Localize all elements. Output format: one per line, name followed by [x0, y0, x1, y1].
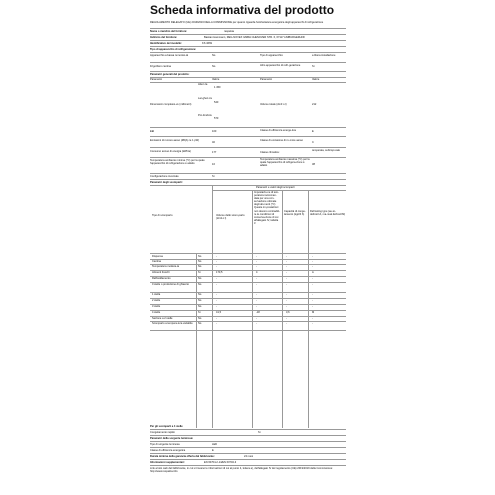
- type-row-2-label: Frigorifero cantina: [150, 65, 171, 68]
- comp-defrost: -: [312, 292, 313, 296]
- annual-energy-value: 177: [212, 151, 217, 154]
- model-label: Identificativo del modello:: [150, 42, 182, 45]
- comp-type: Sezione a 2 stelle: [152, 316, 173, 320]
- volume-label: Volume totale (dm3 o l): [260, 103, 287, 106]
- comp-volume: -: [216, 321, 217, 325]
- dimension-height-label: Altez-za: [198, 83, 208, 86]
- comp-present: No: [198, 316, 202, 320]
- compartments-section-title: Parametri degli scomparti:: [150, 181, 183, 184]
- dimension-width-label: Lar-ghez-za: [198, 97, 212, 100]
- min-temp-value: 16: [212, 163, 215, 166]
- comp-volume: -: [216, 276, 217, 280]
- comp-present: No: [198, 292, 202, 296]
- light-type-label: Tipo di sorgente luminosa: [150, 443, 180, 446]
- comp-volume: -: [216, 316, 217, 320]
- light-section-title: Parametri della sorgente luminosa:: [150, 437, 194, 440]
- comp-present: No: [198, 321, 202, 325]
- quick-freeze-value: Sì: [258, 431, 261, 434]
- comp-type: 1 stella: [152, 292, 161, 296]
- table-row-divider: [150, 330, 346, 331]
- winter-config-value: Sì: [212, 175, 215, 178]
- address-label: Indirizzo del fornitore:: [150, 36, 178, 39]
- comp-present: No: [198, 282, 202, 286]
- comp-freeze: -: [286, 316, 287, 320]
- comp-defrost: -: [312, 298, 313, 302]
- energy-class-label: Classe di efficienza energe-tica: [260, 129, 296, 132]
- comp-present: No: [198, 264, 202, 268]
- comp-type: Raffreddamento: [152, 276, 171, 280]
- comp-freeze: -: [286, 282, 287, 286]
- comp-temp: -: [256, 259, 257, 263]
- comp-defrost: -: [312, 321, 313, 325]
- light-type-value: LED: [212, 443, 218, 446]
- page-title: Scheda informativa del prodotto: [150, 3, 335, 17]
- comp-volume: 41,5: [216, 310, 222, 314]
- dimension-depth-value: 570: [214, 117, 219, 120]
- dimension-height-value: 1 450: [214, 86, 221, 89]
- general-header-param-2: Parametro: [260, 78, 273, 81]
- noise-value: 40: [212, 141, 215, 144]
- comp-present: No: [198, 276, 202, 280]
- supplier-label: Nome o marchio del fornitore:: [150, 30, 188, 33]
- comp-temp: -: [256, 304, 257, 308]
- comp-freeze: -: [286, 276, 287, 280]
- light-class-label: Classe di efficienza energetica: [150, 449, 186, 452]
- product-sheet: [150, 21, 346, 487]
- max-temp-value: 38: [312, 163, 315, 166]
- dimension-width-value: 540: [214, 101, 219, 104]
- climate-class-label: Classe climatica:: [260, 151, 280, 154]
- comp-temp: -: [256, 276, 257, 280]
- type-section-title: Tipo di apparecchio di refrigerazione:: [150, 48, 197, 51]
- general-header-param: Parametro: [150, 78, 163, 81]
- comp-type: Dispensa: [152, 254, 163, 258]
- comp-defrost: -: [312, 264, 313, 268]
- comp-freeze: -: [286, 259, 287, 263]
- comp-volume: -: [216, 304, 217, 308]
- compartments-group-header: Parametri e valori degli scomparti: [256, 186, 295, 189]
- extra-info-value: EN 60704-2-14/EN 60704-3: [204, 461, 237, 464]
- comp-temp: -: [256, 254, 257, 258]
- annual-energy-label: Consumo annuo di energia (kWh/a): [150, 150, 191, 153]
- volume-value: 212: [312, 103, 317, 106]
- general-section-title: Parametri generali del prodotto:: [150, 73, 190, 76]
- comp-volume: -: [216, 264, 217, 268]
- comp-volume: -: [216, 282, 217, 286]
- comp-volume: -: [216, 259, 217, 263]
- comp-defrost: A: [312, 270, 314, 274]
- comp-defrost: -: [312, 259, 313, 263]
- comp-temp: -: [256, 321, 257, 325]
- type-row-1-value: No: [212, 54, 216, 57]
- comp-freeze: -: [286, 298, 287, 302]
- comp-freeze: -: [286, 270, 287, 274]
- general-header-value: Valore: [212, 78, 220, 81]
- type-row-2-param-value: Sì: [312, 65, 315, 68]
- warranty-label: Durata minima della garanzia offerta dal fabbricante:: [150, 455, 215, 458]
- type-row-1-param: Tipo di apparecchio:: [260, 54, 284, 57]
- dimension-depth-label: Pro-fondi-tà: [198, 114, 212, 117]
- comp-header-freeze: Capacità di conge-lamento (kg/24 h): [284, 210, 306, 217]
- comp-temp: -18: [256, 310, 260, 314]
- noise-class-label: Classe di emissione di ru-more aereo: [260, 139, 303, 142]
- comp-freeze: -: [286, 292, 287, 296]
- comp-defrost: M: [312, 310, 315, 314]
- min-temp-label: Temperatura ambiente minima (°C) per la quale l'apparecchio di refrigerazione è adatto: [150, 159, 206, 166]
- comp-volume: -: [216, 292, 217, 296]
- quick-freeze-label: Congelamento rapido: [150, 431, 175, 434]
- comp-type: 0 stelle o produzione di ghiaccio: [152, 282, 189, 286]
- winter-config-label: Configurazione invernale: [150, 175, 179, 178]
- type-row-2-value: No: [212, 65, 216, 68]
- model-value: KS 4669: [202, 42, 212, 45]
- comp-defrost: -: [312, 282, 313, 286]
- type-row-1-label: Apparecchio a bassa rumorosi-tà: [150, 54, 189, 57]
- comp-type: Alimenti freschi: [152, 270, 170, 274]
- comp-defrost: -: [312, 316, 313, 320]
- comp-temp: -: [256, 316, 257, 320]
- comp-defrost: -: [312, 304, 313, 308]
- comp-present: Sì: [198, 310, 201, 314]
- comp-header-temp: Impostazio-ne di tem-peratura raccoman-data per una con-servazione ottimale degli ali-menti (°C) Queste im-postazioni non devono contraddi-re le condizioni di conserva-zione di cui all'allegato IV, tabella 3: [254, 191, 280, 225]
- comp-present: No: [198, 304, 202, 308]
- climate-class-value: temperata, subtropi-cale: [312, 149, 340, 152]
- eei-value: 100: [212, 130, 217, 133]
- comp-freeze: -: [286, 254, 287, 258]
- four-star-section-title: Per gli scomparti a 4 stelle: [150, 425, 183, 428]
- comp-temp: 4: [256, 270, 258, 274]
- comp-header-type: Tipo di scomparto: [152, 214, 173, 217]
- comp-freeze: -: [286, 304, 287, 308]
- comp-freeze: -: [286, 321, 287, 325]
- extra-info-label: Informazioni supplementari:: [150, 461, 185, 464]
- comp-volume: 170,5: [216, 270, 223, 274]
- energy-class-value: E: [312, 130, 314, 133]
- max-temp-label: Temperatura ambiente massima (°C) per la quale l'apparecchio di refrigera-zione è adatto: [260, 158, 311, 168]
- light-class-value: E: [212, 449, 214, 452]
- comp-present: No: [198, 298, 202, 302]
- comp-type: Cantina: [152, 259, 161, 263]
- comp-present: No: [198, 259, 202, 263]
- general-header-value-2: Valore: [312, 78, 320, 81]
- comp-present: No: [198, 254, 202, 258]
- comp-freeze: -: [286, 264, 287, 268]
- type-row-2-param: Altro apparecchio di refri-gerazione: [260, 64, 301, 67]
- intro-text: REGOLAMENTO DELEGATO (UE) 2019/2016 DELLA COMMISSIONE per quanto riguarda l'etichettatura energetica degli apparecchi di refrigerazione: [150, 21, 324, 24]
- comp-defrost: -: [312, 254, 313, 258]
- comp-header-defrost: Defrosting type (au-to-defrost=A, ma-nual defrost=M): [310, 210, 346, 217]
- comp-temp: -: [256, 292, 257, 296]
- comp-temp: -: [256, 282, 257, 286]
- comp-present: Sì: [198, 270, 201, 274]
- eei-label: EEI: [150, 130, 155, 133]
- comp-freeze: 3,6: [286, 310, 290, 314]
- supplier-value: respekta: [224, 30, 234, 33]
- comp-type: 2 stelle: [152, 298, 161, 302]
- comp-volume: -: [216, 298, 217, 302]
- comp-type: 3 stelle: [152, 304, 161, 308]
- comp-temp: -: [256, 298, 257, 302]
- comp-defrost: -: [312, 276, 313, 280]
- footer-link-text: Link al sito web del fabbricante, in cui si trovano le informazioni di cui al punto 4, lettera a), dell'allegato IV del regolamento (UE) 2019/2019 della Commissione: http://www.respekta.info: [150, 467, 334, 474]
- comp-temp: -: [256, 264, 257, 268]
- noise-class-value: C: [312, 141, 314, 144]
- noise-label: Emissioni di rumore aereo (dB(A) re 1 pW): [150, 139, 200, 142]
- comp-type: Scomparto a tempera-tura variabile: [152, 321, 193, 325]
- warranty-value: 24 mesi: [244, 455, 254, 458]
- comp-type: Temperatura modera-ta: [152, 264, 180, 268]
- address-value: Bastian Hammann, REG-NOVEX GMBH CHENOVER STR. 6, 67117 LIMBURGERHOF: [204, 36, 306, 39]
- comp-header-volume: Volume dello scom-parto (dm3 o l): [216, 214, 246, 221]
- comp-volume: -: [216, 254, 217, 258]
- dimensions-label: Dimensioni complessi-ve (millimetri): [150, 103, 192, 106]
- comp-type: 4 stelle: [152, 310, 161, 314]
- type-row-1-param-value: a libera installazione: [312, 54, 336, 57]
